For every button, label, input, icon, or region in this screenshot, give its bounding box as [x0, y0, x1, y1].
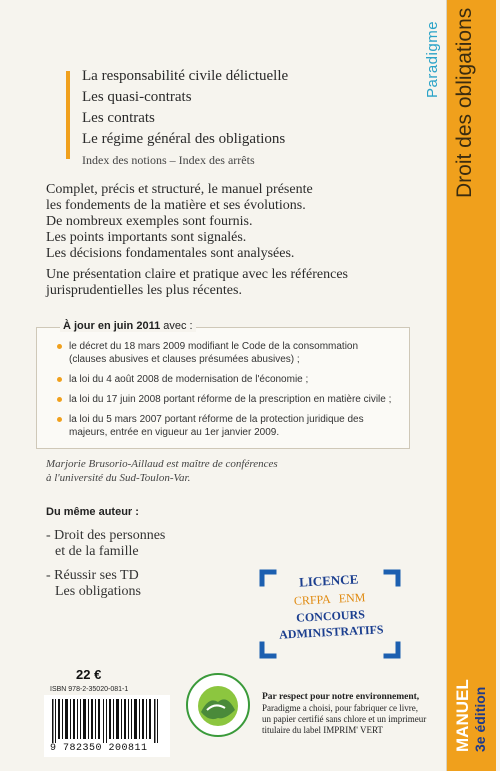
stamp-text [254, 568, 405, 644]
environment-line: Paradigme a choisi, pour fabriquer ce livre, [262, 703, 418, 713]
spine-divider [446, 0, 447, 771]
environment-line: un papier certifié sans chlore et un imprimeur [262, 714, 427, 724]
update-item: la loi du 5 mars 2007 portant réforme de la protection juridique des majeurs, entrée en vigueur au 1er janvier 2009. [56, 413, 396, 439]
toc-item: Les quasi-contrats [82, 89, 192, 105]
book-title-line: Les obligations [55, 584, 141, 599]
environment-heading: Par respect pour notre environnement, [262, 692, 420, 702]
update-box-title [60, 320, 196, 332]
update-date: À jour en juin 2011 [63, 320, 161, 332]
imprim-vert-logo [185, 672, 251, 738]
toc-item: La responsabilité civile délictuelle [82, 68, 289, 84]
author-bio-line: à l'université du Sud-Toulon-Var. [46, 472, 191, 484]
description-line: jurisprudentielles les plus récentes. [46, 283, 242, 298]
toc-list [82, 66, 288, 168]
author-bio-line: Marjorie Brusorio-Aillaud est maître de conférences [46, 458, 278, 470]
toc-accent-bar [66, 71, 70, 159]
stamp-line: LICENCE [298, 571, 359, 590]
price: 22 € [76, 667, 102, 682]
same-author-heading: Du même auteur : [46, 506, 139, 518]
book-title-line: - Réussir ses TD [46, 568, 139, 583]
description-line: les fondements de la matière et ses évolutions. [46, 198, 306, 213]
toc-item: Le régime général des obligations [82, 131, 286, 147]
description-line: Une présentation claire et pratique avec les références [46, 267, 348, 282]
toc-index-line: Index des notions – Index des arrêts [82, 153, 255, 167]
description-line: Les décisions fondamentales sont analysées. [46, 246, 295, 261]
description-paragraph [46, 182, 313, 262]
update-item: la loi du 4 août 2008 de modernisation de l'économie ; [56, 373, 396, 386]
format-label: MANUEL [453, 679, 472, 752]
author-bio [46, 457, 278, 485]
book-item [46, 568, 165, 600]
book-title-line: - Droit des personnes [46, 528, 166, 543]
description-line: De nombreux exemples sont fournis. [46, 214, 253, 229]
same-author-books [46, 528, 165, 608]
update-list [56, 340, 396, 446]
series-name: Paradigme [424, 20, 441, 98]
environment-line: titulaire du label IMPRIM' VERT [262, 725, 383, 735]
update-suffix: avec : [160, 320, 193, 332]
stamp-crfpa: CRFPA [293, 591, 332, 608]
book-title-line: et de la famille [55, 544, 139, 559]
edition-label: 3e édition [472, 686, 488, 752]
environment-note [262, 691, 446, 736]
description-line: Les points importants sont signalés. [46, 230, 247, 245]
audience-stamp [256, 566, 404, 662]
stamp-line: CONCOURS [295, 607, 366, 625]
update-item: le décret du 18 mars 2009 modifiant le Code de la consommation (clauses abusives et clauses présumées abusives) ; [56, 340, 396, 366]
barcode-number: 9 782350 200811 [50, 743, 148, 754]
description-paragraph-2 [46, 267, 348, 299]
description-line: Complet, précis et structuré, le manuel présente [46, 182, 313, 197]
book-title: Droit des obligations [453, 7, 476, 198]
update-item: la loi du 17 juin 2008 portant réforme de la prescription en matière civile ; [56, 393, 396, 406]
imprim-vert-logo-graphic [185, 672, 251, 738]
book-item [46, 528, 165, 560]
stamp-line: ADMINISTRATIFS [278, 622, 384, 642]
isbn: ISBN 978-2-35020-081-1 [50, 686, 129, 693]
toc-item: Les contrats [82, 110, 155, 126]
stamp-enm: ENM [338, 590, 366, 606]
